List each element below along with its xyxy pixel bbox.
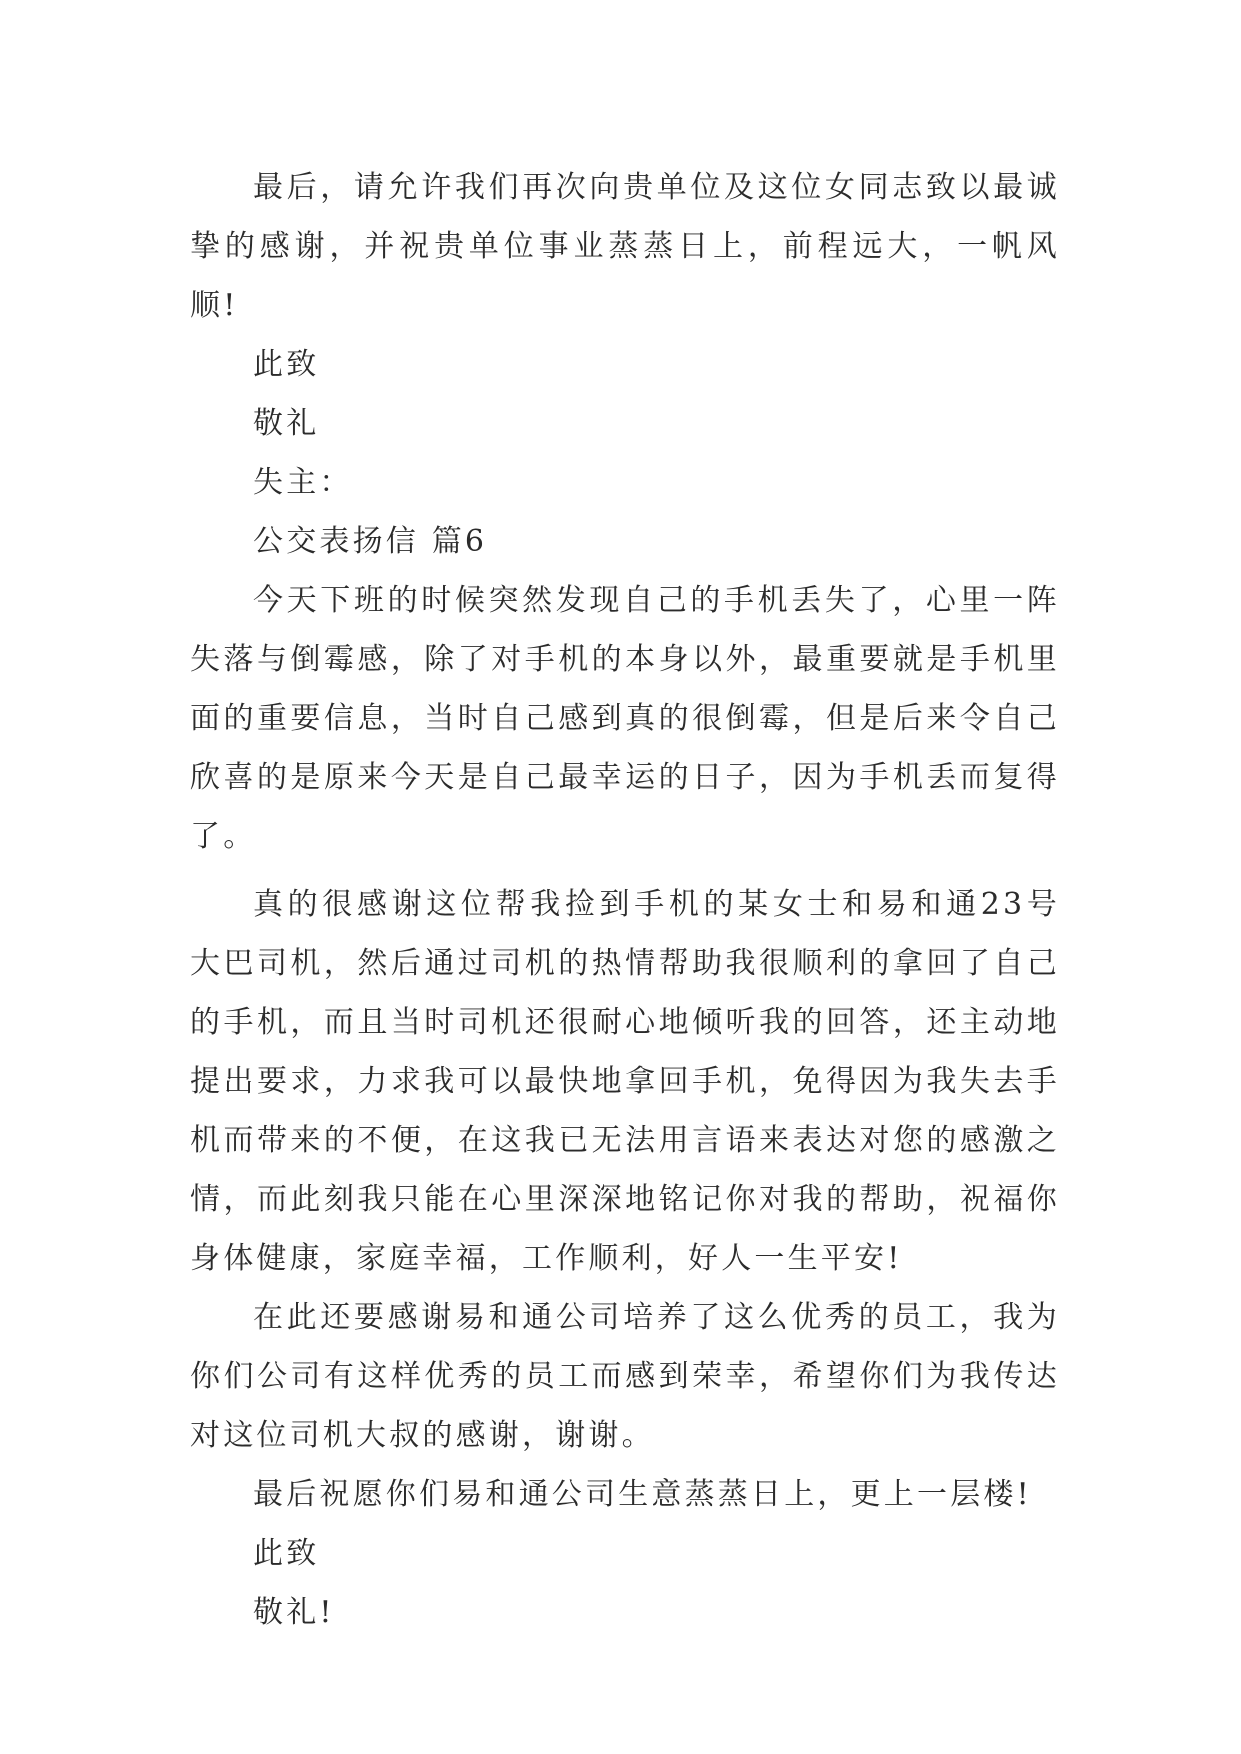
closing-paragraph: 最后，请允许我们再次向贵单位及这位女同志致以最诚挚的感谢，并祝贵单位事业蒸蒸日上，前程远大，一帆风顺! — [190, 170, 1060, 323]
salutation-jingli: 敬礼! — [253, 1595, 335, 1630]
section-heading: 公交表扬信 篇6 — [253, 524, 488, 559]
body-paragraph: 今天下班的时候突然发现自己的手机丢失了，心里一阵失落与倒霉感，除了对手机的本身以外，最重要就是手机里面的重要信息，当时自己感到真的很倒霉，但是后来令自己欣喜的是原来今天是自己最幸运的日子，因为手机丢而复得了。 — [190, 583, 1060, 854]
salutation-cizhi: 此致 — [253, 1536, 320, 1571]
document-body — [190, 158, 1060, 1642]
closing-wish: 最后祝愿你们易和通公司生意蒸蒸日上，更上一层楼! — [253, 1477, 1032, 1512]
body-paragraph: 在此还要感谢易和通公司培养了这么优秀的员工，我为你们公司有这样优秀的员工而感到荣幸，希望你们为我传达对这位司机大叔的感谢，谢谢。 — [190, 1300, 1060, 1453]
salutation-cizhi: 此致 — [253, 347, 320, 382]
body-paragraph: 真的很感谢这位帮我捡到手机的某女士和易和通23号大巴司机，然后通过司机的热情帮助我很顺利的拿回了自己的手机，而且当时司机还很耐心地倾听我的回答，还主动地提出要求，力求我可以最快地拿回手机，免得因为我失去手机而带来的不便，在这我已无法用言语来表达对您的感激之情，而此刻我只能在心里深深地铭记你对我的帮助，祝福你身体健康，家庭幸福，工作顺利，好人一生平安! — [190, 887, 1060, 1276]
signature-owner: 失主： — [253, 465, 353, 500]
salutation-jingli: 敬礼 — [253, 406, 320, 441]
